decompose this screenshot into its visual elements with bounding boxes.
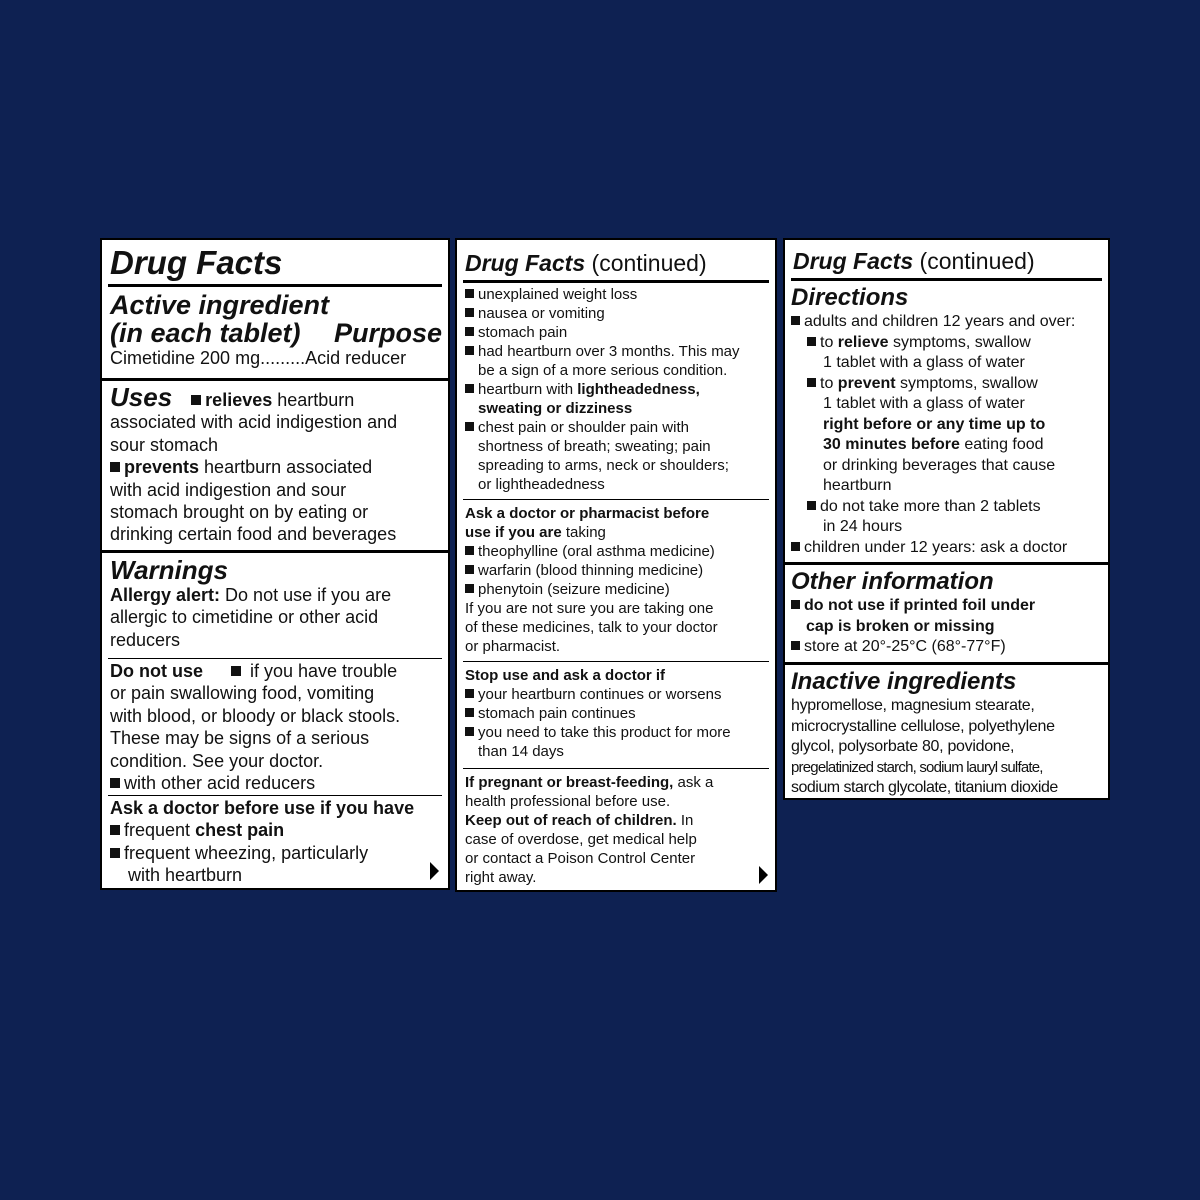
list-item <box>465 580 771 599</box>
bullet-icon <box>465 584 474 593</box>
inactive-ingredients-heading: Inactive ingredients <box>791 668 1017 695</box>
list-text: nausea or vomiting <box>478 305 605 322</box>
list-item <box>791 596 1104 617</box>
bullet-icon <box>791 316 800 325</box>
bullet-icon <box>465 727 474 736</box>
drug-facts-panel-1 <box>100 238 450 890</box>
bullet-icon <box>191 395 201 405</box>
list-text: chest pain or shoulder pain with <box>478 419 689 436</box>
list-item <box>465 304 771 323</box>
uses-heading: Uses <box>110 382 173 412</box>
ask-pharmacist-heading: Ask a doctor or pharmacist before <box>465 505 710 522</box>
dnu-text: or pain swallowing food, vomiting <box>110 683 375 704</box>
list-text: heartburn <box>823 477 892 494</box>
list-text: right away. <box>465 869 537 886</box>
list-text: phenytoin (seizure medicine) <box>478 581 670 598</box>
uses-text: heartburn <box>272 390 355 410</box>
title-rule <box>108 284 442 287</box>
dnu-line-1 <box>110 660 446 682</box>
list-item <box>465 542 771 561</box>
list-item <box>791 497 1104 518</box>
list-text: or lightheadedness <box>478 476 605 493</box>
pregnancy-section <box>465 773 771 887</box>
pregnancy-line-1 <box>465 773 771 792</box>
list-text: do not use if printed foil under <box>804 597 1036 614</box>
allergy-alert-label: Allergy alert: <box>110 585 221 605</box>
dnu-text: condition. See your doctor. <box>110 750 324 771</box>
inactive-ingredients-section <box>791 668 1104 799</box>
allergy-text: reducers <box>110 629 181 650</box>
bullet-icon <box>465 308 474 317</box>
list-text: 1 tablet with a glass of water <box>823 354 1025 371</box>
list-item <box>465 723 771 742</box>
stop-use-section <box>465 666 771 761</box>
sub-divider <box>108 658 442 659</box>
drug-facts-panel-3 <box>783 238 1110 800</box>
continue-arrow-icon <box>759 866 768 884</box>
uses-text: heartburn associated <box>199 457 373 478</box>
prevent-bold: prevent <box>837 374 896 392</box>
list-text: store at 20°-25°C (68°-77°F) <box>804 638 1006 655</box>
list-item <box>791 435 1104 456</box>
drug-facts-panel-2 <box>455 238 777 892</box>
bullet-icon <box>465 546 474 555</box>
title-rule <box>463 280 769 283</box>
list-text: health professional before use. <box>465 793 671 810</box>
do-not-use-section <box>110 660 446 794</box>
list-text: shortness of breath; sweating; pain <box>478 438 711 455</box>
lightheadedness-bold: lightheadedness, <box>577 381 700 398</box>
bullet-icon <box>465 422 474 431</box>
uses-text: sour stomach <box>110 434 219 455</box>
list-text: microcrystalline cellulose, polyethylene <box>791 717 1055 735</box>
list-text: glycol, polysorbate 80, povidone, <box>791 738 1015 755</box>
list-item <box>465 323 771 342</box>
bullet-icon <box>465 327 474 336</box>
list-text: cap is broken or missing <box>806 617 995 635</box>
uses-line-1 <box>110 384 446 411</box>
list-item <box>791 333 1104 354</box>
list-text: heartburn with <box>478 381 578 398</box>
bullet-icon <box>110 848 120 858</box>
uses-text: with acid indigestion and sour <box>110 479 347 500</box>
list-text: pregelatinized starch, sodium lauryl sulfate, <box>791 758 1043 776</box>
pregnancy-heading: If pregnant or breast-feeding, <box>465 774 674 791</box>
list-text: If you are not sure you are taking one <box>465 600 714 617</box>
bullet-icon <box>110 825 120 835</box>
list-text: or drinking beverages that cause <box>823 456 1056 474</box>
ask-pharmacist-section <box>465 504 771 656</box>
ingredient-line: Cimetidine 200 mg.........Acid reducer <box>110 348 407 368</box>
bullet-icon <box>231 666 241 676</box>
keep-out-line-1 <box>465 811 771 830</box>
list-text: of these medicines, talk to your doctor <box>465 619 718 636</box>
drug-facts-title: Drug Facts <box>465 250 586 276</box>
warnings-section <box>110 556 446 651</box>
sub-divider <box>463 661 769 662</box>
panel-3-title <box>793 248 1035 275</box>
section-divider <box>785 662 1108 665</box>
uses-text: stomach brought on by eating or <box>110 502 369 523</box>
ask-pharmacist-line-2 <box>465 523 771 542</box>
bullet-icon <box>110 778 120 788</box>
dnu-text: with blood, or bloody or black stools. <box>110 705 401 726</box>
active-ingredient-subheading: (in each tablet) <box>110 318 301 348</box>
bullet-icon <box>791 600 800 609</box>
list-text: hypromellose, magnesium stearate, <box>791 697 1035 714</box>
list-text: sodium starch glycolate, titanium dioxide <box>791 779 1058 796</box>
list-text: symptoms, swallow <box>888 333 1031 351</box>
allergy-text: allergic to cimetidine or other acid <box>110 607 379 628</box>
uses-section <box>110 384 446 546</box>
ask-text: with heartburn <box>128 865 243 886</box>
active-ingredient-box <box>102 240 448 378</box>
list-text: do not take more than 2 tablets <box>820 497 1041 515</box>
list-item <box>465 342 771 361</box>
section-divider <box>102 378 448 381</box>
dnu-text: These may be signs of a serious <box>110 728 370 749</box>
directions-section <box>791 284 1104 558</box>
list-text: sweating or dizziness <box>478 400 633 417</box>
ask-doctor-list-continued <box>465 285 771 494</box>
bullet-icon <box>807 378 816 387</box>
list-text: your heartburn continues or worsens <box>478 686 722 703</box>
list-item <box>465 685 771 704</box>
list-text: to <box>820 374 838 392</box>
ask-chest-pain: chest pain <box>195 820 285 841</box>
list-text: right before or any time up to <box>823 415 1046 433</box>
directions-heading: Directions <box>791 284 909 311</box>
list-text: warfarin (blood thinning medicine) <box>478 562 704 579</box>
bullet-icon <box>791 641 800 650</box>
warnings-heading: Warnings <box>110 555 228 585</box>
uses-text: associated with acid indigestion and <box>110 412 398 433</box>
uses-text: drinking certain food and beverages <box>110 524 397 545</box>
keep-out-heading: Keep out of reach of children. <box>465 812 677 829</box>
bullet-icon <box>465 689 474 698</box>
list-text: children under 12 years: ask a doctor <box>804 538 1068 556</box>
list-text: taking <box>561 524 606 541</box>
uses-relieves: relieves <box>205 390 273 410</box>
list-item <box>465 704 771 723</box>
allergy-text: Do not use if you are <box>220 585 392 605</box>
list-text: be a sign of a more serious condition. <box>478 362 728 379</box>
list-item <box>465 285 771 304</box>
list-text: eating food <box>959 436 1044 453</box>
sub-divider <box>463 768 769 769</box>
uses-line-4 <box>110 456 446 478</box>
stop-use-heading: Stop use and ask a doctor if <box>465 667 666 684</box>
list-item <box>465 380 771 399</box>
list-text: adults and children 12 years and over: <box>804 313 1076 330</box>
bullet-icon <box>465 289 474 298</box>
list-item <box>791 538 1104 559</box>
dnu-text: if you have trouble <box>245 661 398 681</box>
list-text: unexplained weight loss <box>478 286 638 303</box>
list-text: In <box>676 812 694 829</box>
bullet-icon <box>465 565 474 574</box>
bullet-icon <box>465 346 474 355</box>
panel-2-title <box>465 250 707 277</box>
sub-divider <box>108 795 442 796</box>
list-text: symptoms, swallow <box>895 374 1038 392</box>
other-info-section <box>791 568 1104 658</box>
list-item <box>791 374 1104 395</box>
ask-pharmacist-heading: use if you are <box>465 524 562 541</box>
list-text: theophylline (oral asthma medicine) <box>478 543 715 560</box>
bullet-icon <box>791 542 800 551</box>
continue-arrow-icon <box>430 862 439 880</box>
list-text: to <box>820 333 838 351</box>
list-text: stomach pain continues <box>478 705 636 722</box>
list-text: or contact a Poison Control Center <box>465 850 696 867</box>
list-text: you need to take this product for more <box>478 724 731 741</box>
uses-prevents: prevents <box>124 457 200 478</box>
bullet-icon <box>465 384 474 393</box>
ask-item-2 <box>110 842 446 864</box>
list-text: stomach pain <box>478 324 568 341</box>
title-rule <box>791 278 1102 281</box>
ask-item-1 <box>110 819 446 841</box>
section-divider <box>785 562 1108 565</box>
other-info-heading: Other information <box>791 568 994 595</box>
active-ingredient-heading: Active ingredient <box>110 290 330 320</box>
list-item <box>465 561 771 580</box>
ask-text: frequent wheezing, particularly <box>124 842 369 863</box>
list-text: spreading to arms, neck or shoulders; <box>478 457 729 474</box>
list-item <box>791 312 1104 333</box>
ask-doctor-heading: Ask a doctor before use if you have <box>110 798 415 818</box>
list-text: 1 tablet with a glass of water <box>823 395 1025 412</box>
drug-facts-title: Drug Facts <box>110 244 283 281</box>
relieve-bold: relieve <box>837 333 889 351</box>
bullet-icon <box>807 501 816 510</box>
allergy-line <box>110 584 446 606</box>
drug-facts-title: Drug Facts <box>793 248 914 274</box>
bullet-icon <box>807 337 816 346</box>
list-text: case of overdose, get medical help <box>465 831 697 848</box>
bullet-icon <box>110 462 120 472</box>
section-divider <box>102 550 448 553</box>
ask-doctor-section <box>110 797 446 887</box>
continued-label: (continued) <box>585 250 707 276</box>
ask-text: frequent <box>124 820 196 841</box>
bullet-icon <box>465 708 474 717</box>
list-text: ask a <box>673 774 714 791</box>
list-text: than 14 days <box>478 743 564 760</box>
list-text: 30 minutes before <box>823 436 960 453</box>
dnu-text: with other acid reducers <box>124 773 316 794</box>
do-not-use-heading: Do not use <box>110 661 203 681</box>
list-item <box>791 637 1104 658</box>
list-text: or pharmacist. <box>465 638 561 655</box>
purpose-heading: Purpose <box>333 318 442 348</box>
list-text: in 24 hours <box>823 518 903 535</box>
sub-divider <box>463 499 769 500</box>
continued-label: (continued) <box>913 248 1035 274</box>
list-item <box>465 418 771 437</box>
dnu-item-2 <box>110 772 446 794</box>
list-text: had heartburn over 3 months. This may <box>478 343 740 360</box>
